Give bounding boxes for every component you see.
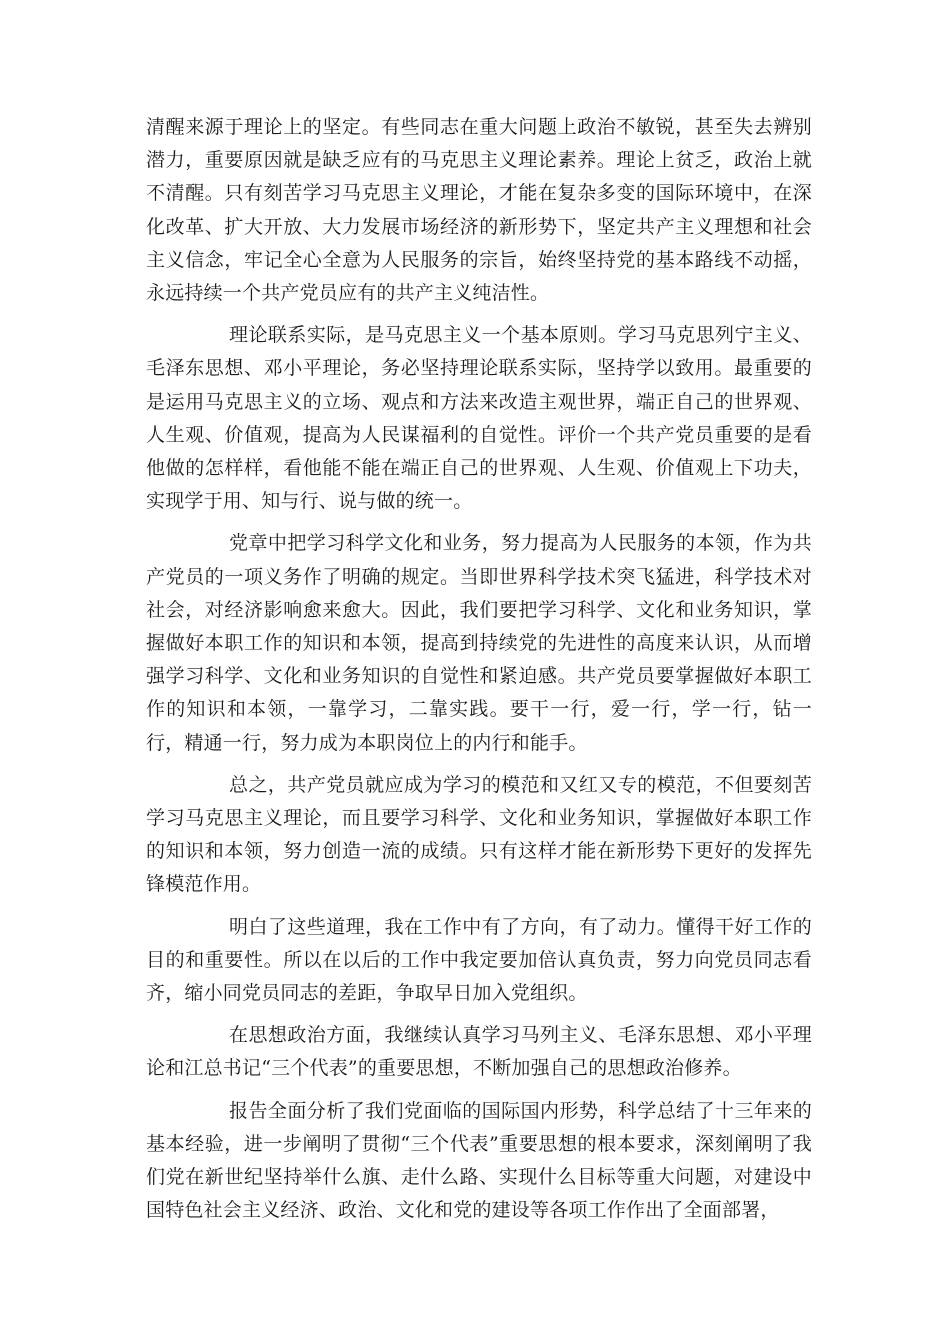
document-body — [146, 111, 812, 1237]
paragraph-1: 清醒来源于理论上的坚定。有些同志在重大问题上政治不敏锐，甚至失去辨别潜力，重要原因就是缺乏应有的马克思主义理论素养。理论上贫乏，政治上就不清醒。只有刻苦学习马克思主义理论，才能在复杂多变的国际环境中，在深化改革、扩大开放、大力发展市场经济的新形势下，坚定共产主义理想和社会主义信念，牢记全心全意为人民服务的宗旨，始终坚持党的基本路线不动摇，永远持续一个共产党员应有的共产主义纯洁性。 — [146, 116, 812, 305]
paragraph-5: 明白了这些道理，我在工作中有了方向，有了动力。懂得干好工作的目的和重要性。所以在以后的工作中我定要加倍认真负责，努力向党员同志看齐，缩小同党员同志的差距，争取早日加入党组织。 — [146, 915, 812, 1005]
paragraph-2: 理论联系实际，是马克思主义一个基本原则。学习马克思列宁主义、毛泽东思想、邓小平理论，务必坚持理论联系实际，坚持学以致用。最重要的是运用马克思主义的立场、观点和方法来改造主观世界，端正自己的世界观、人生观、价值观，提高为人民谋福利的自觉性。评价一个共产党员重要的是看他做的怎样样，看他能不能在端正自己的世界观、人生观、价值观上下功夫，实现学于用、知与行、说与做的统一。 — [146, 324, 812, 513]
paragraph-4: 总之，共产党员就应成为学习的模范和又红又专的模范，不但要刻苦学习马克思主义理论，而且要学习科学、文化和业务知识，掌握做好本职工作的知识和本领，努力创造一流的成绩。只有这样才能在新形势下更好的发挥先锋模范作用。 — [146, 773, 812, 896]
paragraph-6: 在思想政治方面，我继续认真学习马列主义、毛泽东思想、邓小平理论和江总书记“三个代表”的重要思想，不断加强自己的思想政治修养。 — [146, 1024, 812, 1080]
paragraph-7: 报告全面分析了我们党面临的国际国内形势，科学总结了十三年来的基本经验，进一步阐明了贯彻“三个代表”重要思想的根本要求，深刻阐明了我们党在新世纪坚持举什么旗、走什么路、实现什么目标等重大问题，对建设中国特色社会主义经济、政治、文化和党的建设等各项工作作出了全面部署， — [146, 1099, 812, 1222]
paragraph-3: 党章中把学习科学文化和业务，努力提高为人民服务的本领，作为共产党员的一项义务作了明确的规定。当即世界科学技术突飞猛进，科学技术对社会，对经济影响愈来愈大。因此，我们要把学习科学、文化和业务知识，掌握做好本职工作的知识和本领，提高到持续党的先进性的高度来认识，从而增强学习科学、文化和业务知识的自觉性和紧迫感。共产党员要掌握做好本职工作的知识和本领，一靠学习，二靠实践。要干一行，爱一行，学一行，钻一行，精通一行，努力成为本职岗位上的内行和能手。 — [146, 532, 812, 754]
